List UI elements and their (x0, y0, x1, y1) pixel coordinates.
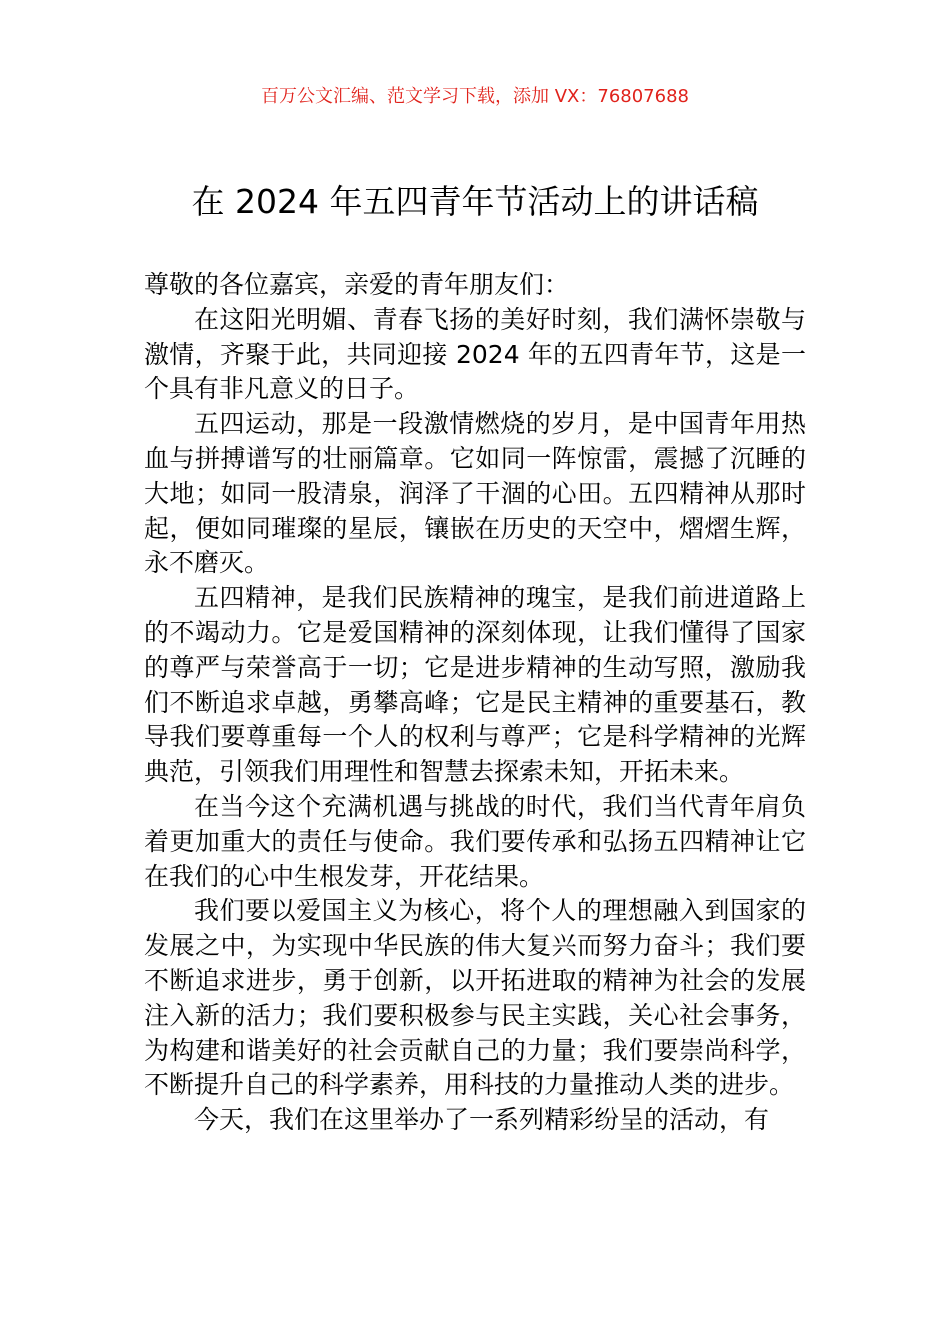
paragraph: 五四精神，是我们民族精神的瑰宝，是我们前进道路上的不竭动力。它是爱国精神的深刻体现，让我们懂得了国家的尊严与荣誉高于一切；它是进步精神的生动写照，激励我们不断追求卓越，勇攀高峰；它是民主精神的重要基石，教导我们要尊重每一个人的权利与尊严；它是科学精神的光辉典范，引领我们用理性和智慧去探索未知，开拓未来。 (144, 583, 806, 787)
paragraph: 今天，我们在这里举办了一系列精彩纷呈的活动，有 (194, 1105, 770, 1135)
header-note: 百万公文汇编、范文学习下载，添加 VX：76807688 (261, 86, 689, 107)
paragraph: 在这阳光明媚、青春飞扬的美好时刻，我们满怀崇敬与激情，齐聚于此，共同迎接 2024 年的五四青年节，这是一个具有非凡意义的日子。 (144, 304, 806, 404)
paragraph: 我们要以爱国主义为核心，将个人的理想融入到国家的发展之中，为实现中华民族的伟大复兴而努力奋斗；我们要不断追求进步，勇于创新，以开拓进取的精神为社会的发展注入新的活力；我们要积极参与民主实践，关心社会事务，为构建和谐美好的社会贡献自己的力量；我们要崇尚科学，不断提升自己的科学素养，用科技的力量推动人类的进步。 (144, 896, 806, 1100)
paragraph: 在当今这个充满机遇与挑战的时代，我们当代青年肩负着更加重大的责任与使命。我们要传承和弘扬五四精神让它在我们的心中生根发芽，开花结果。 (144, 791, 806, 891)
document-title: 在 2024 年五四青年节活动上的讲话稿 (191, 182, 759, 221)
paragraph: 五四运动，那是一段激情燃烧的岁月，是中国青年用热血与拼搏谱写的壮丽篇章。它如同一阵惊雷，震撼了沉睡的大地；如同一股清泉，润泽了干涸的心田。五四精神从那时起，便如同璀璨的星辰，镶嵌在历史的天空中，熠熠生辉，永不磨灭。 (144, 409, 806, 578)
salutation: 尊敬的各位嘉宾，亲爱的青年朋友们： (144, 270, 570, 299)
document-body (144, 268, 806, 1138)
